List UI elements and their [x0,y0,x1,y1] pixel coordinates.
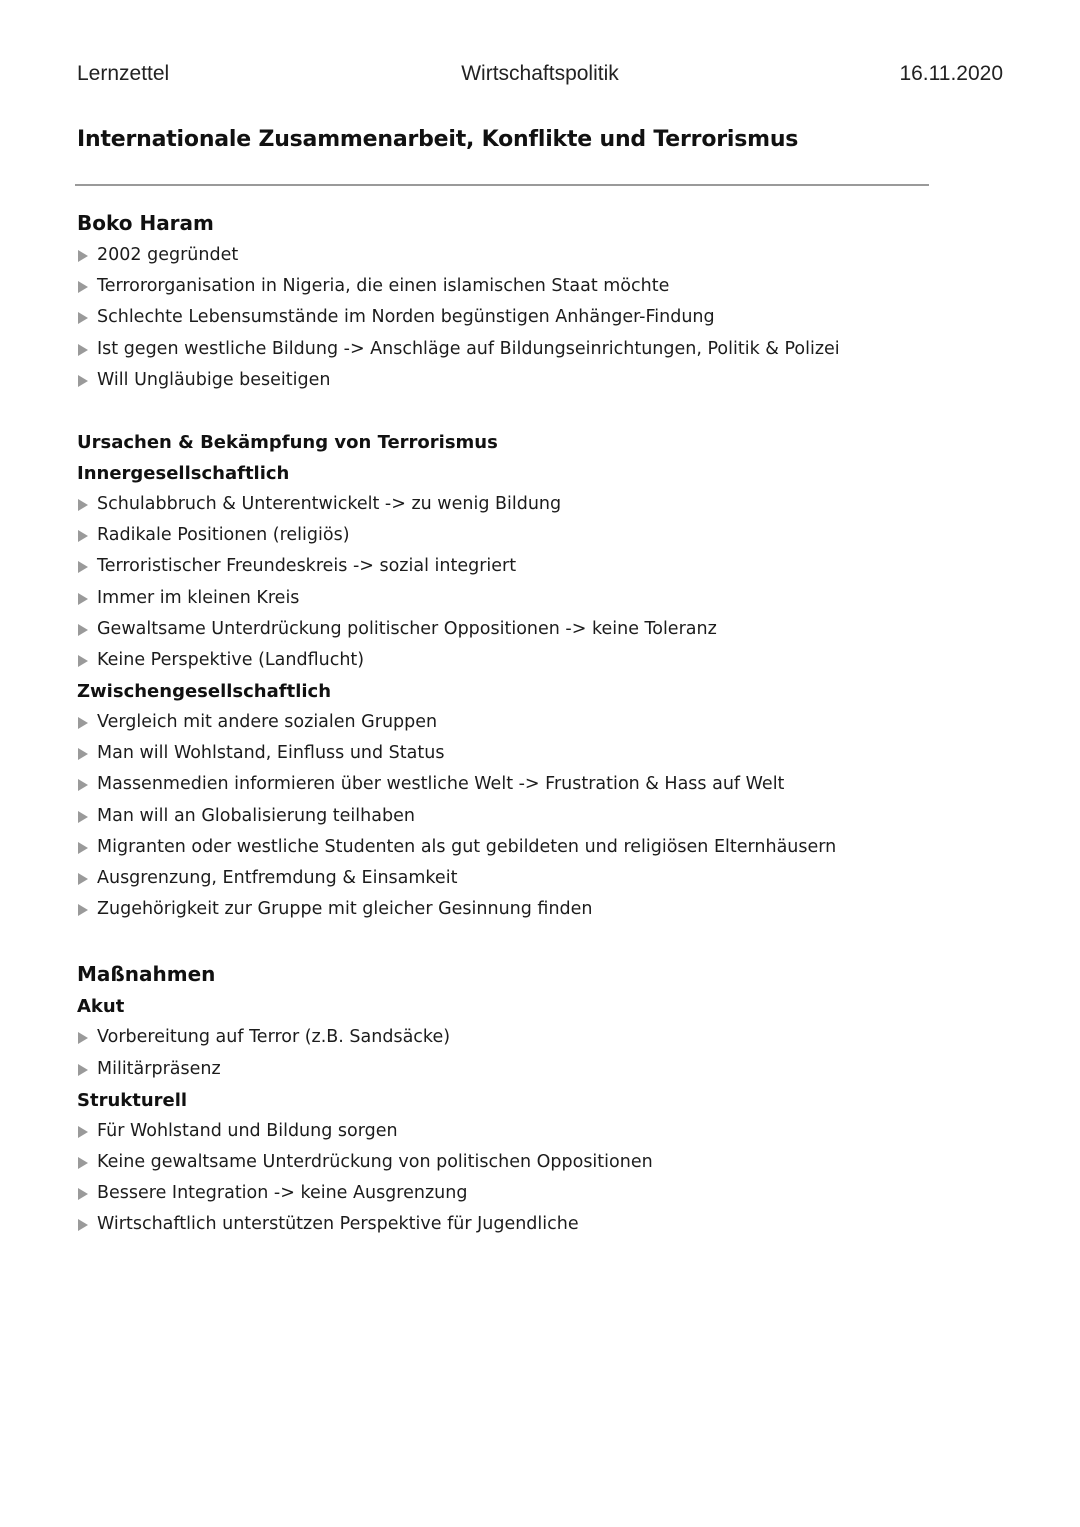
triangle-bullet-icon [78,811,88,823]
list-item [77,489,977,520]
list-item-text: Ausgrenzung, Entfremdung & Einsamkeit [97,868,458,888]
list-item [77,738,977,769]
list-item [77,551,977,582]
list-item-text: Vorbereitung auf Terror (z.B. Sandsäcke) [97,1027,451,1048]
bullet-list [77,1022,977,1084]
list-item [77,614,977,645]
section-heading: Maßnahmen [77,962,216,987]
document-title: Internationale Zusammenarbeit, Konflikte und Terrorismus [77,127,799,152]
list-item [77,302,977,333]
list-item-text: Schulabbruch & Unterentwickelt -> zu wenig Bildung [97,493,562,514]
document-content [77,207,977,1241]
triangle-bullet-icon [78,530,88,542]
list-item-text: Vergleich mit andere sozialen Gruppen [97,712,438,733]
list-item-text: Terrororganisation in Nigeria, die einen islamischen Staat möchte [97,276,670,297]
list-item [77,1022,977,1053]
section-ursachen [77,427,977,925]
list-item-text: Gewaltsame Unterdrückung politischer Oppositionen -> keine Toleranz [97,618,717,639]
list-item-text: Ist gegen westliche Bildung -> Anschläge auf Bildungseinrichtungen, Politik & Polizei [97,338,840,359]
bullet-list [77,489,977,676]
subsection-heading-inner: Innergesellschaftlich [77,462,290,484]
list-item [77,832,977,863]
triangle-bullet-icon [78,624,88,636]
triangle-bullet-icon [78,1188,88,1200]
header-date: 16.11.2020 [899,62,1003,85]
header-subject: Wirtschaftspolitik [461,62,619,85]
triangle-bullet-icon [78,1126,88,1138]
triangle-bullet-icon [78,655,88,667]
list-item-text: Migranten oder westliche Studenten als gut gebildeten und religiösen Elternhäusern [97,836,837,857]
triangle-bullet-icon [78,561,88,573]
triangle-bullet-icon [78,842,88,854]
list-item-text: 2002 gegründet [97,245,239,265]
list-item [77,769,977,800]
list-item-text: Will Ungläubige beseitigen [97,369,331,390]
list-item [77,894,977,925]
list-item [77,801,977,832]
triangle-bullet-icon [78,499,88,511]
bullet-list [77,707,977,925]
list-item-text: Zugehörigkeit zur Gruppe mit gleicher Gesinnung finden [97,899,593,920]
section-heading: Boko Haram [77,211,214,235]
subsection-heading-zwischen: Zwischengesellschaftlich [77,681,332,703]
triangle-bullet-icon [78,312,88,324]
list-item-text: Bessere Integration -> keine Ausgrenzung [97,1183,468,1204]
triangle-bullet-icon [78,593,88,605]
triangle-bullet-icon [78,1032,88,1044]
triangle-bullet-icon [78,779,88,791]
subsection-heading-akut: Akut [77,996,125,1018]
list-item-text: Massenmedien informieren über westliche Welt -> Frustration & Hass auf Welt [97,774,785,795]
triangle-bullet-icon [78,1157,88,1169]
triangle-bullet-icon [78,250,88,262]
triangle-bullet-icon [78,748,88,760]
list-item [77,271,977,302]
list-item [77,1147,977,1178]
triangle-bullet-icon [78,375,88,387]
list-item [77,707,977,738]
triangle-bullet-icon [78,1064,88,1076]
title-divider [75,184,929,186]
list-item [77,1209,977,1240]
list-item-text: Man will an Globalisierung teilhaben [97,805,415,826]
list-item [77,1178,977,1209]
list-item-text: Wirtschaftlich unterstützen Perspektive für Jugendliche [97,1214,579,1235]
list-item-text: Militärpräsenz [97,1058,221,1079]
triangle-bullet-icon [78,873,88,885]
section-heading: Ursachen & Bekämpfung von Terrorismus [77,431,498,453]
header-left-label: Lernzettel [77,62,170,85]
list-item-text: Keine Perspektive (Landflucht) [97,649,365,670]
list-item [77,365,977,396]
list-item [77,240,977,271]
list-item-text: Schlechte Lebensumstände im Norden begünstigen Anhänger-Findung [97,307,715,328]
list-item-text: Für Wohlstand und Bildung sorgen [97,1120,398,1141]
triangle-bullet-icon [78,904,88,916]
triangle-bullet-icon [78,717,88,729]
bullet-list [77,1116,977,1241]
list-item [77,583,977,614]
bullet-list [77,240,977,396]
list-item [77,863,977,894]
list-item-text: Immer im kleinen Kreis [97,587,300,608]
triangle-bullet-icon [78,281,88,293]
section-boko-haram [77,207,977,396]
list-item [77,520,977,551]
subsection-heading-strukturell: Strukturell [77,1089,188,1111]
list-item [77,645,977,676]
list-item-text: Terroristischer Freundeskreis -> sozial integriert [97,556,517,577]
page-header [77,62,1003,92]
triangle-bullet-icon [78,344,88,356]
list-item [77,1054,977,1085]
list-item-text: Man will Wohlstand, Einfluss und Status [97,743,445,764]
triangle-bullet-icon [78,1219,88,1231]
section-massnahmen [77,958,977,1240]
list-item-text: Keine gewaltsame Unterdrückung von politischen Oppositionen [97,1151,653,1172]
list-item-text: Radikale Positionen (religiös) [97,525,350,546]
list-item [77,334,977,365]
list-item [77,1116,977,1147]
